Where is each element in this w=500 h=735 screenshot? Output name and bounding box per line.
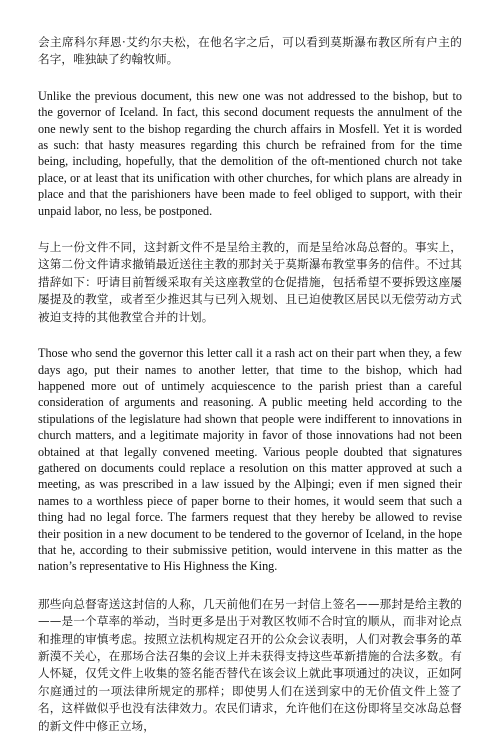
paragraph-zh-3: 那些向总督寄送这封信的人称，几天前他们在另一封信上签名——那封是给主教的——是一个草率的举动，当时更多是出于对教区牧师不合时宜的顺从，而非对论点和推理的审慎考虑。按照立法机构规定召开的公众会议表明，人们对教会事务的革新漠不关心，在那场合法召集的会议上并未获得支持这些革新措施的合法多数。有人怀疑，仅凭文件上收集的签名能否替代在该会议上就此事项通过的决议，正如阿尔庭通过的一项法律所规定的那样；即使男人们在送到家中的无价值文件上签了名，这样做似乎也没有法律效力。农民们请求，允许他们在这份即将呈交冰岛总督的新文件中修正立场， [38,596,462,733]
paragraph-zh-2: 与上一份文件不同，这封新文件不是呈给主教的，而是呈给冰岛总督的。事实上，这第二份文件请求撤销最近送往主教的那封关于莫斯瀑布教堂事务的信件。不过其措辞如下：吁请目前暂缓采取有关这座教堂的仓促措施，包括希望不要拆毁这座屡屡提及的教堂，或者至少推迟其与已列入规划、且已迫使教区居民以无偿劳动方式被迫支持的其他教堂合并的计划。 [38,240,462,324]
paragraph-en-1: Unlike the previous document, this new one was not addressed to the bishop, but to the governor of Iceland. In fact, this second document requests the annulment of the one newly sent to the bishop regarding the church affairs in Mosfell. Yet it is worded as such: that hasty measures regarding this church be refrained from for the time being, including, hopefully, that the demolition of the oft-mentioned church not take place, or at least that its unification with other churches, for which plans are already in place and that the parishioners have been made to feel obliged to support, with their unpaid labor, no less, be postponed. [38,88,462,218]
paragraph-en-2: Those who send the governor this letter call it a rash act on their part when they, a few days ago, put their names to another letter, that time to the bishop, which had happened more out of untimely acquiescence to the parish priest than a careful consideration of arguments and reasoning. A public meeting held according to the stipulations of the legislature had shown that people were indifferent to innovations in church matters, and a legitimate majority in favor of those innovations had not been obtained at that legally convened meeting. Various people doubted that signatures gathered on documents could replace a resolution on this matter approved at such a meeting, as was prescribed in a law issued by the Alþingi; even if men signed their names to a worthless piece of paper borne to their homes, it would seem that such a thing had no legal force. The farmers request that they hereby be allowed to revise their position in a new document to be tendered to the governor of Iceland, in the hope that he, according to their submissive petition, would intervene in this matter as the nation’s representative to His Highness the King. [38,346,462,574]
paragraph-zh-1: 会主席科尔拜恩·艾约尔夫松，在他名字之后，可以看到莫斯瀑布教区所有户主的名字，唯独缺了约翰牧师。 [38,35,462,67]
